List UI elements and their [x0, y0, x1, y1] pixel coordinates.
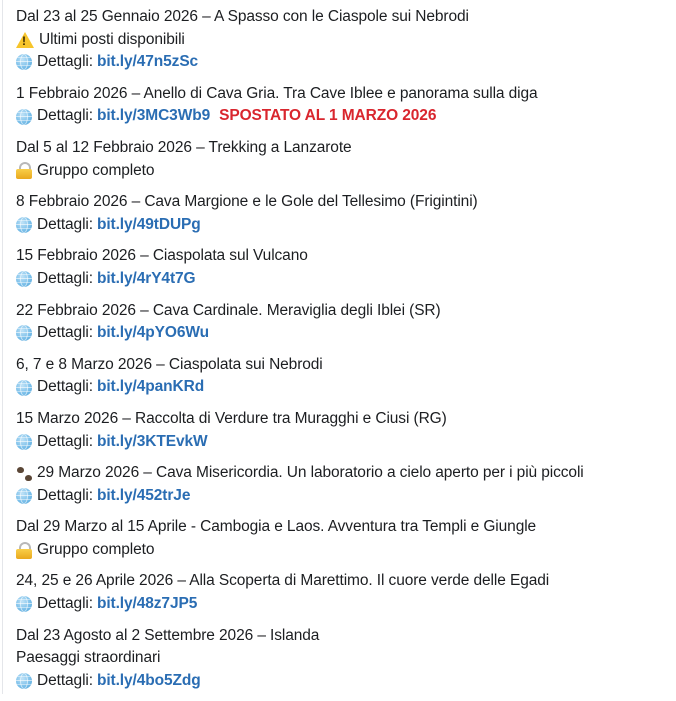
event-title — [16, 6, 666, 29]
globe-icon — [16, 325, 32, 341]
details-link[interactable]: bit.ly/3KTEvkW — [96, 432, 208, 450]
details-label: Dettagli: — [37, 378, 93, 396]
event-item — [16, 245, 666, 290]
event-item — [16, 191, 666, 236]
event-item — [16, 6, 666, 74]
event-title — [16, 354, 666, 377]
details-label: Dettagli: — [37, 324, 93, 342]
event-details — [16, 593, 666, 616]
details-link[interactable]: bit.ly/4panKRd — [96, 378, 205, 396]
event-status-text: Ultimi posti disponibili — [39, 30, 185, 48]
warning-icon — [16, 32, 34, 48]
event-status-text: Gruppo completo — [37, 161, 155, 179]
event-title — [16, 83, 666, 106]
event-subtitle-text: Paesaggi straordinari — [16, 649, 161, 667]
event-title-text: Dal 23 al 25 Gennaio 2026 – A Spasso con le Ciaspole sui Nebrodi — [16, 8, 469, 25]
event-subtitle — [16, 647, 666, 670]
globe-icon — [16, 380, 32, 396]
event-title-text: Dal 29 Marzo al 15 Aprile - Cambogia e Laos. Avventura tra Templi e Giungle — [16, 518, 537, 536]
event-title — [16, 625, 666, 648]
event-details — [16, 431, 666, 454]
event-details — [16, 268, 666, 291]
globe-icon — [16, 217, 32, 233]
details-label: Dettagli: — [37, 269, 93, 287]
details-link[interactable]: bit.ly/3MC3Wb9 — [96, 107, 211, 125]
details-link[interactable]: bit.ly/4rY4t7G — [96, 269, 196, 287]
details-link[interactable]: bit.ly/47n5zSc — [96, 53, 199, 71]
globe-icon — [16, 271, 32, 287]
event-title-text: 15 Febbraio 2026 – Ciaspolata sul Vulcano — [16, 247, 308, 265]
details-label: Dettagli: — [37, 215, 93, 233]
event-details — [16, 485, 666, 508]
event-status — [16, 160, 666, 183]
event-status-text: Gruppo completo — [37, 540, 155, 558]
event-title-text: Dal 5 al 12 Febbraio 2026 – Trekking a Lanzarote — [16, 138, 352, 156]
event-title — [16, 245, 666, 268]
event-item — [16, 354, 666, 399]
event-details — [16, 322, 666, 345]
details-label: Dettagli: — [37, 595, 93, 613]
event-item — [16, 625, 666, 693]
event-title-text: 6, 7 e 8 Marzo 2026 – Ciaspolata sui Nebrodi — [16, 355, 323, 373]
details-label: Dettagli: — [37, 53, 93, 71]
details-label: Dettagli: — [37, 107, 93, 125]
rescheduled-notice: SPOSTATO AL 1 MARZO 2026 — [219, 107, 437, 125]
details-link[interactable]: bit.ly/48z7JP5 — [96, 595, 198, 613]
event-item — [16, 83, 666, 128]
globe-icon — [16, 434, 32, 450]
event-details — [16, 670, 666, 693]
details-link[interactable]: bit.ly/4bo5Zdg — [96, 671, 201, 689]
event-details — [16, 214, 666, 237]
event-item — [16, 570, 666, 615]
details-link[interactable]: bit.ly/49tDUPg — [96, 215, 201, 233]
event-item — [16, 462, 666, 507]
post-left-border — [2, 0, 3, 694]
event-list-post — [16, 6, 666, 701]
event-details — [16, 51, 666, 74]
event-title-text: 1 Febbraio 2026 – Anello di Cava Gria. Tra Cave Iblee e panorama sulla diga — [16, 84, 538, 102]
lock-icon — [16, 162, 32, 179]
event-title-text: Dal 23 Agosto al 2 Settembre 2026 – Islanda — [16, 626, 320, 644]
event-item — [16, 516, 666, 561]
event-details — [16, 376, 666, 399]
event-title — [16, 191, 666, 214]
globe-icon — [16, 109, 32, 125]
lock-icon — [16, 542, 32, 559]
event-title — [16, 137, 666, 160]
event-title-text: 22 Febbraio 2026 – Cava Cardinale. Meraviglia degli Iblei (SR) — [16, 301, 441, 319]
globe-icon — [16, 596, 32, 612]
globe-icon — [16, 673, 32, 689]
event-title — [16, 462, 666, 485]
event-item — [16, 137, 666, 182]
details-label: Dettagli: — [37, 432, 93, 450]
details-label: Dettagli: — [37, 486, 93, 504]
paw-prints-icon — [16, 465, 33, 482]
event-status — [16, 29, 666, 52]
details-label: Dettagli: — [37, 671, 93, 689]
globe-icon — [16, 488, 32, 504]
event-item — [16, 408, 666, 453]
event-title-text: 24, 25 e 26 Aprile 2026 – Alla Scoperta di Marettimo. Il cuore verde delle Egadi — [16, 572, 550, 590]
event-title — [16, 516, 666, 539]
event-title-text: 8 Febbraio 2026 – Cava Margione e le Gole del Tellesimo (Frigintini) — [16, 193, 478, 211]
event-title-text: 15 Marzo 2026 – Raccolta di Verdure tra Muragghi e Ciusi (RG) — [16, 409, 447, 427]
event-details — [16, 105, 666, 128]
globe-icon — [16, 54, 32, 70]
event-title-text: 29 Marzo 2026 – Cava Misericordia. Un laboratorio a cielo aperto per i più piccoli — [37, 464, 584, 482]
event-status — [16, 539, 666, 562]
details-link[interactable]: bit.ly/452trJe — [96, 486, 191, 504]
event-item — [16, 300, 666, 345]
event-title — [16, 300, 666, 323]
event-title — [16, 408, 666, 431]
details-link[interactable]: bit.ly/4pYO6Wu — [96, 324, 209, 342]
event-title — [16, 570, 666, 593]
